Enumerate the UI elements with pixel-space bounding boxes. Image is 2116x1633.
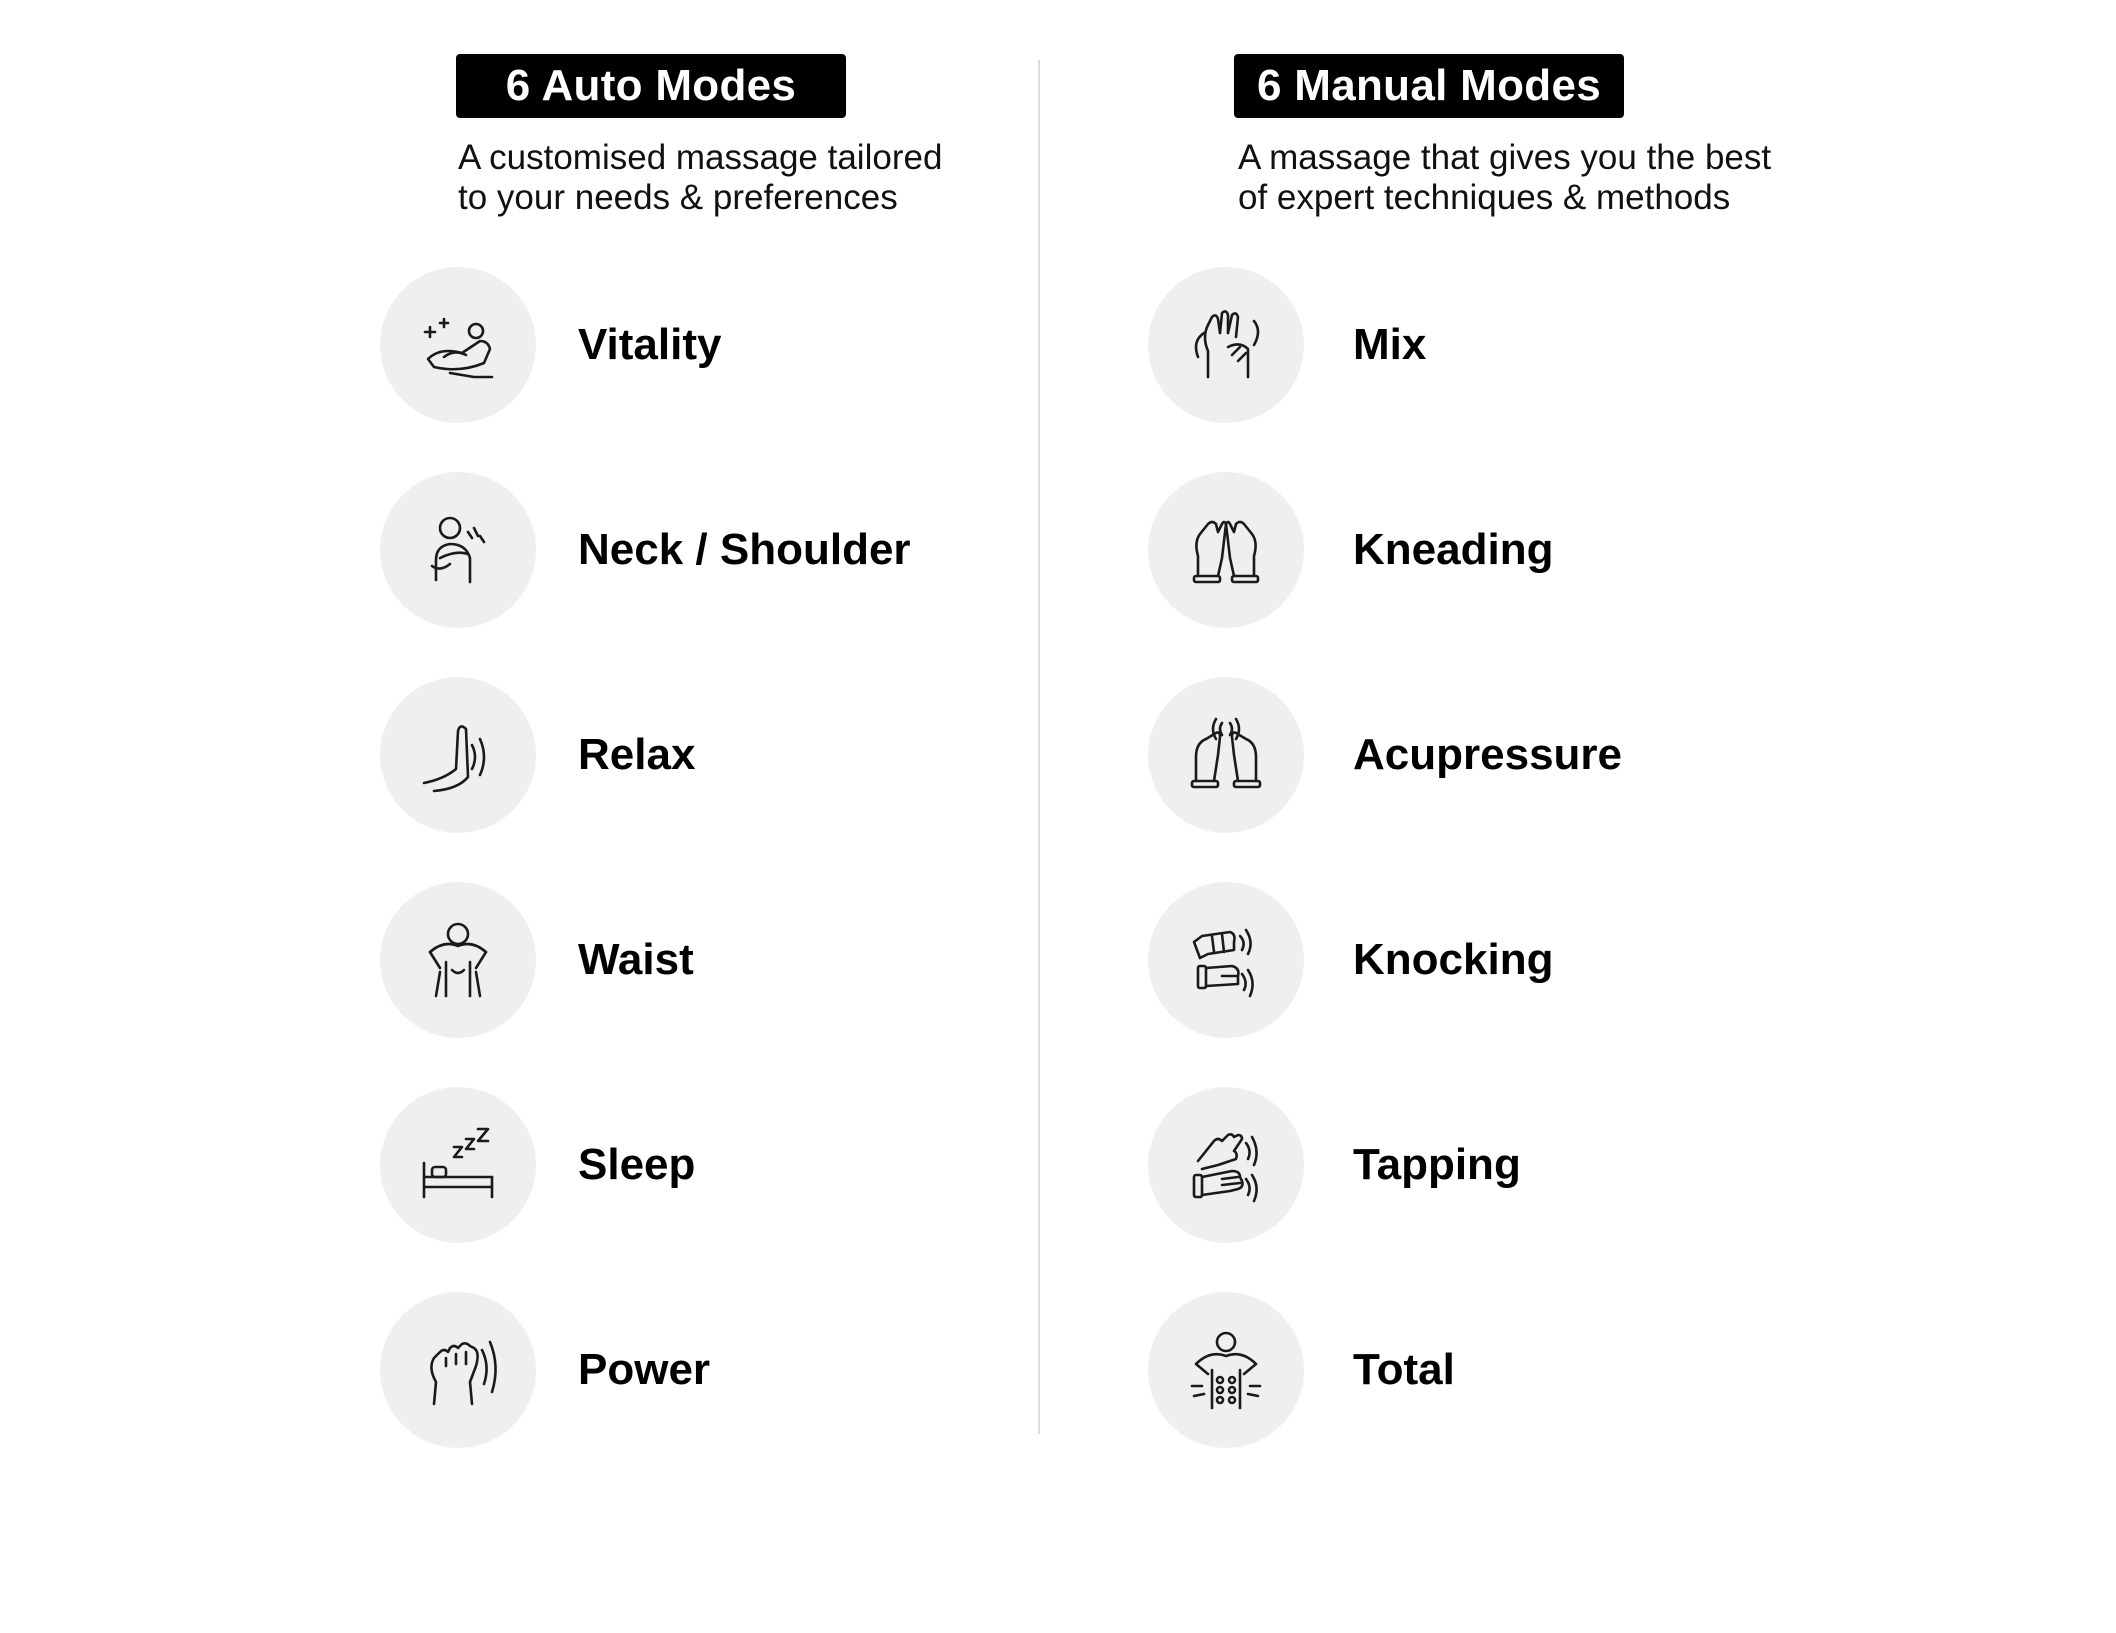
mode-label: Acupressure	[1353, 730, 1623, 779]
mode-label: Mix	[1353, 320, 1427, 369]
mode-item-knocking	[1148, 882, 1908, 1038]
tapping-hands-icon	[1148, 1087, 1304, 1243]
mode-label: Waist	[578, 935, 694, 984]
acupressure-hands-icon	[1148, 677, 1304, 833]
mixed-hands-icon	[1148, 267, 1304, 423]
column-divider	[1038, 60, 1040, 1434]
mode-item-waist	[380, 882, 1020, 1038]
kneading-hands-icon	[1148, 472, 1304, 628]
bed-sleep-icon	[380, 1087, 536, 1243]
mode-label: Vitality	[578, 320, 722, 369]
mode-item-kneading	[1148, 472, 1908, 628]
manual-modes-subtitle: A massage that gives you the best of expert techniques & methods	[1238, 138, 1772, 217]
manual-modes-column	[1148, 0, 1908, 1633]
mode-label: Power	[578, 1345, 711, 1394]
mode-label: Knocking	[1353, 935, 1554, 984]
mode-item-total	[1148, 1292, 1908, 1448]
mode-item-sleep	[380, 1087, 1020, 1243]
neck-shoulder-pain-icon	[380, 472, 536, 628]
mode-label: Total	[1353, 1345, 1455, 1394]
auto-modes-column	[380, 0, 1020, 1633]
mode-label: Sleep	[578, 1140, 696, 1189]
mode-item-acupressure	[1148, 677, 1908, 833]
auto-modes-subtitle: A customised massage tailored to your needs & preferences	[458, 138, 943, 217]
mode-label: Kneading	[1353, 525, 1554, 574]
mode-label: Tapping	[1353, 1140, 1521, 1189]
mode-label: Neck / Shoulder	[578, 525, 911, 574]
back-massage-icon	[380, 882, 536, 1038]
total-body-icon	[1148, 1292, 1304, 1448]
mode-item-power	[380, 1292, 1020, 1448]
relax-hand-wave-icon	[380, 677, 536, 833]
mode-item-vitality	[380, 267, 1020, 423]
mode-label: Relax	[578, 730, 696, 779]
mode-item-relax	[380, 677, 1020, 833]
mode-item-mix	[1148, 267, 1908, 423]
mode-item-neck-shoulder	[380, 472, 1020, 628]
mode-item-tapping	[1148, 1087, 1908, 1243]
manual-modes-badge: 6 Manual Modes	[1234, 54, 1624, 118]
auto-modes-badge: 6 Auto Modes	[456, 54, 846, 118]
reclining-chair-sparkle-icon	[380, 267, 536, 423]
knocking-fists-icon	[1148, 882, 1304, 1038]
power-fist-icon	[380, 1292, 536, 1448]
